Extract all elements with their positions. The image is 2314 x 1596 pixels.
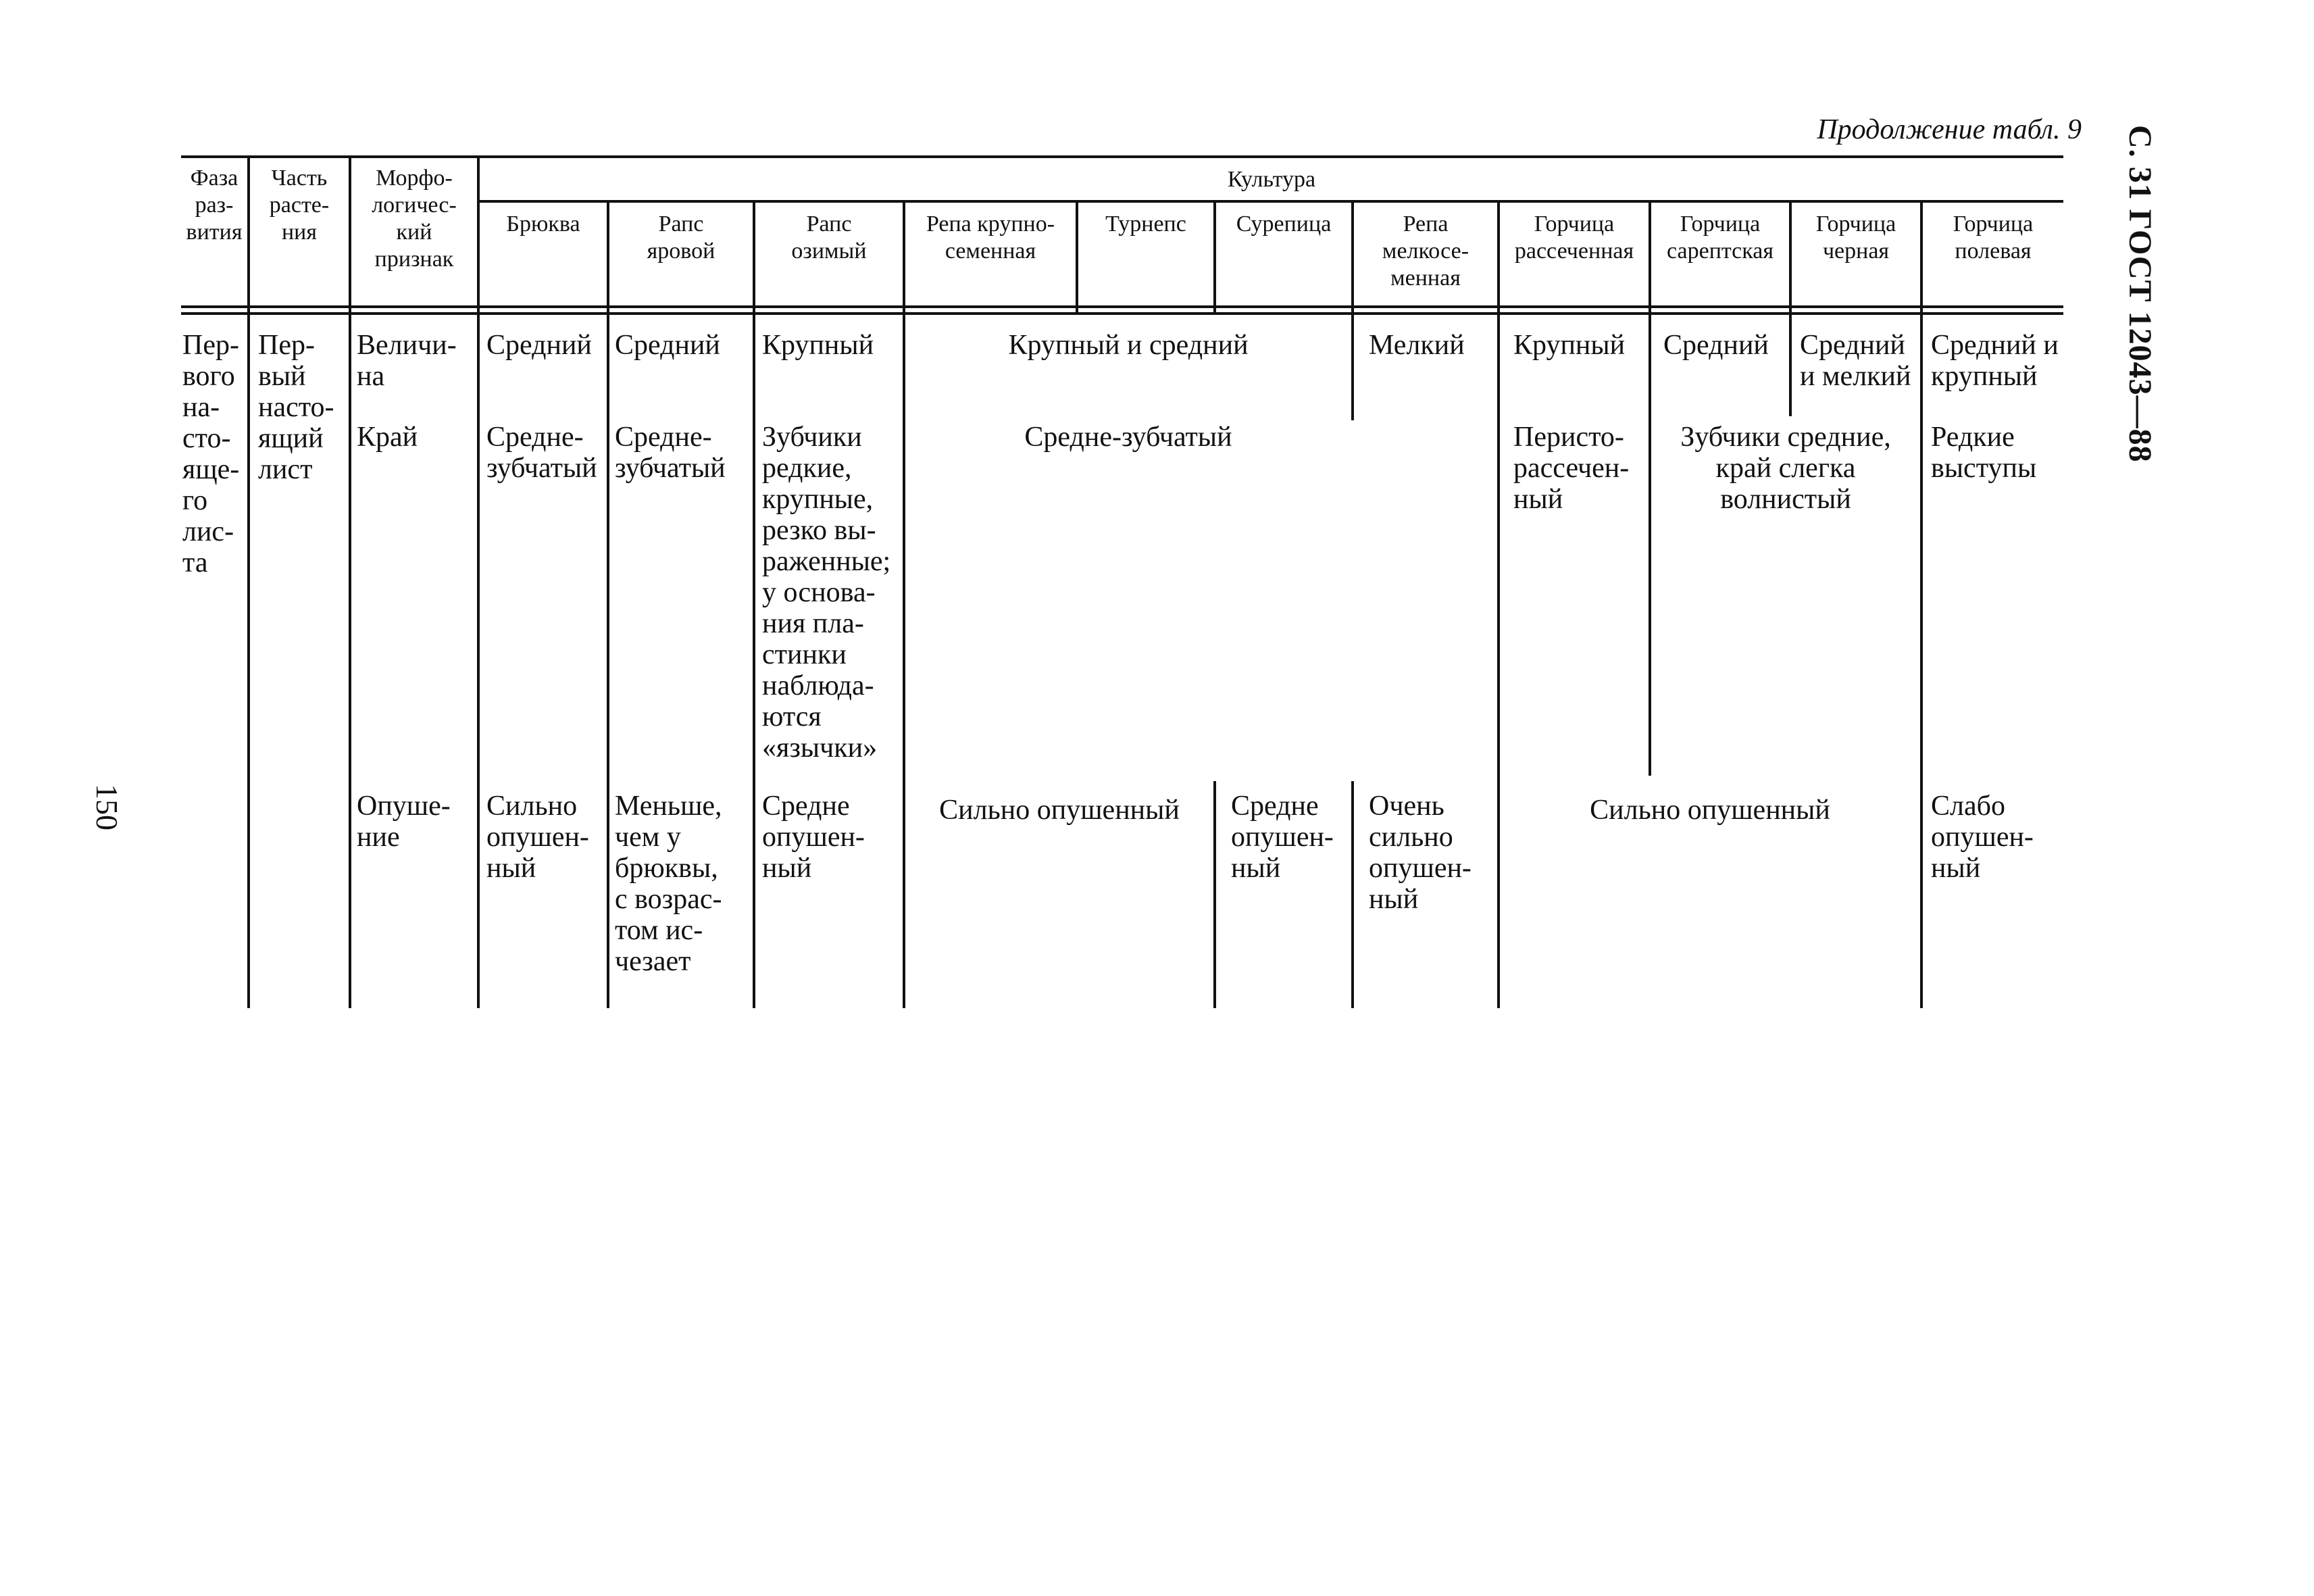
cell-size-gorch-rass: Крупный [1513,330,1626,361]
col-divider-8b [1213,781,1216,1008]
header-culture-turneps: Турнепс [1105,211,1186,236]
header-culture-gorch-sarep: Горчица сарептская [1667,211,1774,264]
cell-pub-bryukva: Сильно опушен- ный [486,791,589,884]
header-culture: Культура [1227,167,1316,192]
cell-pub-raps-ozimy: Средне опушен- ный [762,791,865,884]
cell-edge-bryukva: Средне- зубчатый [486,422,597,484]
header-culture-bryukva: Брюква [506,211,580,236]
cell-pub-merged-repa-turneps: Сильно опушенный [939,795,1180,826]
table-continuation-label: Продолжение табл. 9 [1817,114,2082,145]
cell-size-gorch-pol: Средний и крупный [1931,330,2059,392]
cell-edge-raps-yarovoy: Средне- зубчатый [615,422,726,484]
cell-size-gorch-sarep: Средний [1663,330,1769,361]
cell-pub-merged-rass-chern: Сильно опушенный [1590,795,1830,826]
header-culture-raps-ozimy: Рапс озимый [791,211,867,264]
culture-header-rule [480,200,2063,203]
cell-trait-edge: Край [357,422,418,453]
cell-phase: Пер- вого на- сто- яще- го лис- та [182,330,240,578]
header-bottom-rule-2 [181,312,2063,315]
header-culture-repa-krupno: Репа крупно- семенная [926,211,1055,264]
document-side-title: С. 31 ГОСТ 12043—88 [2122,125,2158,463]
cell-size-merged-repa-surepitsa: Крупный и средний [1008,330,1249,361]
cell-size-raps-ozimy: Крупный [762,330,874,361]
cell-size-bryukva: Средний [486,330,592,361]
cell-trait-size: Величи- на [357,330,457,392]
cell-edge-gorch-rass: Перисто- рассечен- ный [1513,422,1630,515]
cell-size-gorch-chern: Средний и мелкий [1800,330,1911,392]
cell-pub-surepitsa: Средне опушен- ный [1231,791,1334,884]
cell-edge-gorch-pol: Редкие выступы [1931,422,2037,484]
col-divider-3 [477,155,480,1008]
cell-size-raps-yarovoy: Средний [615,330,720,361]
cell-edge-merged-repa-melko: Средне-зубчатый [1024,422,1232,453]
cell-size-repa-melko: Мелкий [1369,330,1465,361]
header-plant-part: Часть расте- ния [269,166,330,245]
header-culture-repa-melko: Репа мелкосе- менная [1382,211,1469,291]
col-divider-5 [753,200,755,1008]
cell-pub-gorch-pol: Слабо опушен- ный [1931,791,2034,884]
table-top-rule [181,155,2063,158]
cell-pub-raps-yarovoy: Меньше, чем у брюквы, с возрас- том ис- чезает [615,791,722,977]
col-divider-1 [247,155,250,1008]
header-culture-gorch-pol: Горчица полевая [1953,211,2034,264]
page-number: 150 [90,784,124,830]
cell-edge-merged-sarep-chern: Зубчики средние, край слегка волнистый [1680,422,1891,515]
header-culture-raps-yarovoy: Рапс яровой [647,211,715,264]
header-bottom-rule-1 [181,305,2063,308]
header-culture-gorch-rass: Горчица рассеченная [1514,211,1634,264]
col-divider-6 [903,200,905,1008]
cell-pub-repa-melko: Очень сильно опушен- ный [1369,791,1472,915]
col-divider-13 [1920,200,1923,1008]
header-culture-gorch-chern: Горчица черная [1815,211,1896,264]
cell-edge-raps-ozimy: Зубчики редкие, крупные, резко вы- раженные; у основа- ния пла- стинки наблюда- ются «язычки» [762,422,891,764]
cell-trait-pubescence: Опуше- ние [357,791,451,853]
col-divider-10b [1497,312,1500,1008]
header-morph-trait: Морфо- логичес- кий признак [372,166,457,272]
col-divider-2 [349,155,351,1008]
header-culture-surepitsa: Сурепица [1236,211,1332,236]
cell-plant-part: Пер- вый насто- ящий лист [258,330,334,485]
col-divider-4 [607,200,609,1008]
col-divider-9b [1351,781,1354,1008]
header-phase: Фаза раз- вития [186,166,243,245]
